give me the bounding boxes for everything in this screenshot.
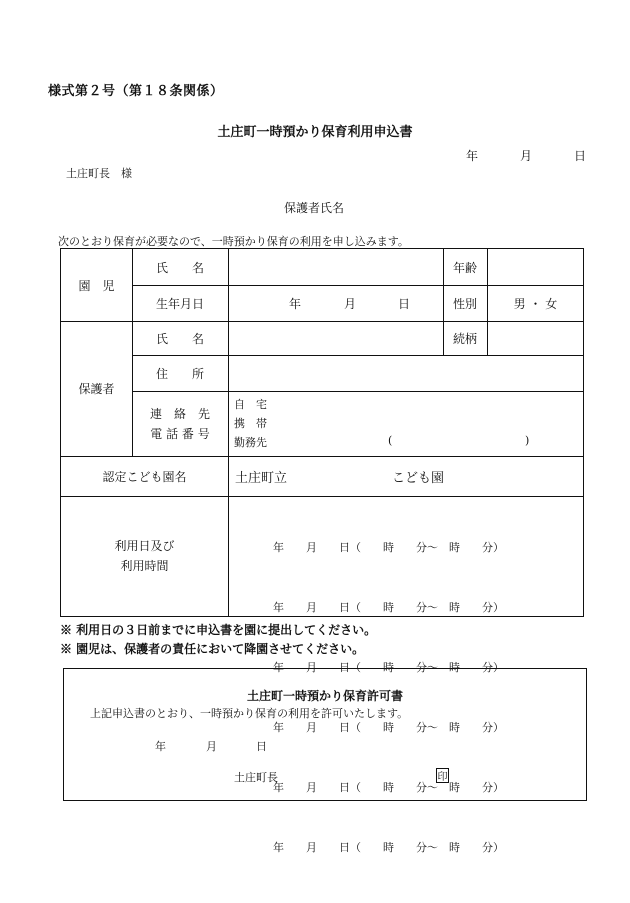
contact-label-line1: 連 絡 先 — [149, 406, 210, 421]
permit-year-label: 年 — [155, 740, 166, 753]
birth-day-label: 日 — [398, 297, 411, 311]
intro-text: 次のとおり保育が必要なので、一時預かり保育の利用を申し込みます。 — [58, 235, 409, 248]
permit-text: 上記申込書のとおり、一時預かり保育の利用を許可いたします。 — [90, 707, 409, 720]
date-day-label: 日 — [574, 149, 587, 163]
child-age-label: 年齢 — [452, 260, 477, 275]
usage-row-1[interactable]: 年 月 日（ 時 分〜 時 分） — [273, 541, 504, 554]
guardian-relation-field[interactable] — [487, 321, 584, 355]
addressee: 土庄町長 様 — [66, 167, 132, 180]
guardian-address-label: 住 所 — [155, 366, 204, 381]
usage-row-3[interactable]: 年 月 日（ 時 分〜 時 分） — [273, 661, 504, 674]
child-birth-field[interactable] — [228, 285, 443, 321]
note-1: ※ 利用日の３日前までに申込書を園に提出してください。 — [60, 623, 377, 637]
child-name-field[interactable] — [228, 249, 443, 285]
work-paren-close: ) — [525, 434, 530, 447]
usage-label-line1: 利用日及び — [114, 539, 175, 553]
guardian-name-label: 保護者氏名 — [284, 201, 345, 215]
work-phone-label: 勤務先 — [234, 436, 267, 449]
usage-row-2[interactable]: 年 月 日（ 時 分〜 時 分） — [273, 601, 504, 614]
child-name-label: 氏 名 — [155, 260, 204, 275]
birth-month-label: 月 — [344, 297, 357, 311]
guardian-name-row-label: 氏 名 — [155, 331, 204, 346]
child-age-field[interactable] — [487, 249, 584, 285]
note-2: ※ 園児は、保護者の責任において降園させてください。 — [60, 642, 365, 656]
permit-title: 土庄町一時預かり保育許可書 — [246, 689, 403, 703]
child-section-label: 園 児 — [78, 278, 115, 293]
date-month-label: 月 — [520, 149, 533, 163]
guardian-section-label: 保護者 — [78, 382, 115, 396]
guardian-name-field[interactable] — [228, 321, 443, 355]
permit-month-label: 月 — [206, 740, 217, 753]
birth-year-label: 年 — [289, 297, 302, 311]
child-sex-label: 性別 — [452, 296, 477, 311]
permit-box — [63, 668, 587, 801]
facility-suffix: こども園 — [392, 471, 445, 486]
contact-label — [132, 391, 228, 456]
home-phone-label: 自 宅 — [234, 398, 267, 411]
usage-row-6[interactable]: 年 月 日（ 時 分〜 時 分） — [273, 841, 504, 854]
mobile-phone-label: 携 帯 — [234, 417, 267, 430]
usage-label-line2: 利用時間 — [120, 559, 169, 573]
child-sex-options[interactable]: 男 ・ 女 — [513, 296, 558, 311]
facility-label: 認定こども園名 — [102, 469, 187, 484]
facility-prefix: 土庄町立 — [235, 471, 288, 486]
child-birth-label: 生年月日 — [155, 296, 204, 311]
contact-label-line2: 電 話 番 号 — [150, 426, 210, 441]
permit-day-label: 日 — [256, 740, 267, 753]
document-title: 土庄町一時預かり保育利用申込書 — [217, 125, 413, 140]
date-year-label: 年 — [466, 149, 479, 163]
form-number: 様式第２号（第１８条関係） — [48, 84, 224, 99]
permit-mayor: 土庄町長 — [234, 771, 278, 784]
guardian-relation-label: 続柄 — [452, 331, 477, 346]
usage-label — [61, 496, 228, 616]
seal-mark: 印 — [436, 768, 449, 783]
work-paren-open: ( — [388, 434, 393, 447]
usage-row-5[interactable]: 年 月 日（ 時 分〜 時 分） — [273, 781, 504, 794]
usage-row-4[interactable]: 年 月 日（ 時 分〜 時 分） — [273, 721, 504, 734]
guardian-address-field[interactable] — [228, 355, 584, 391]
